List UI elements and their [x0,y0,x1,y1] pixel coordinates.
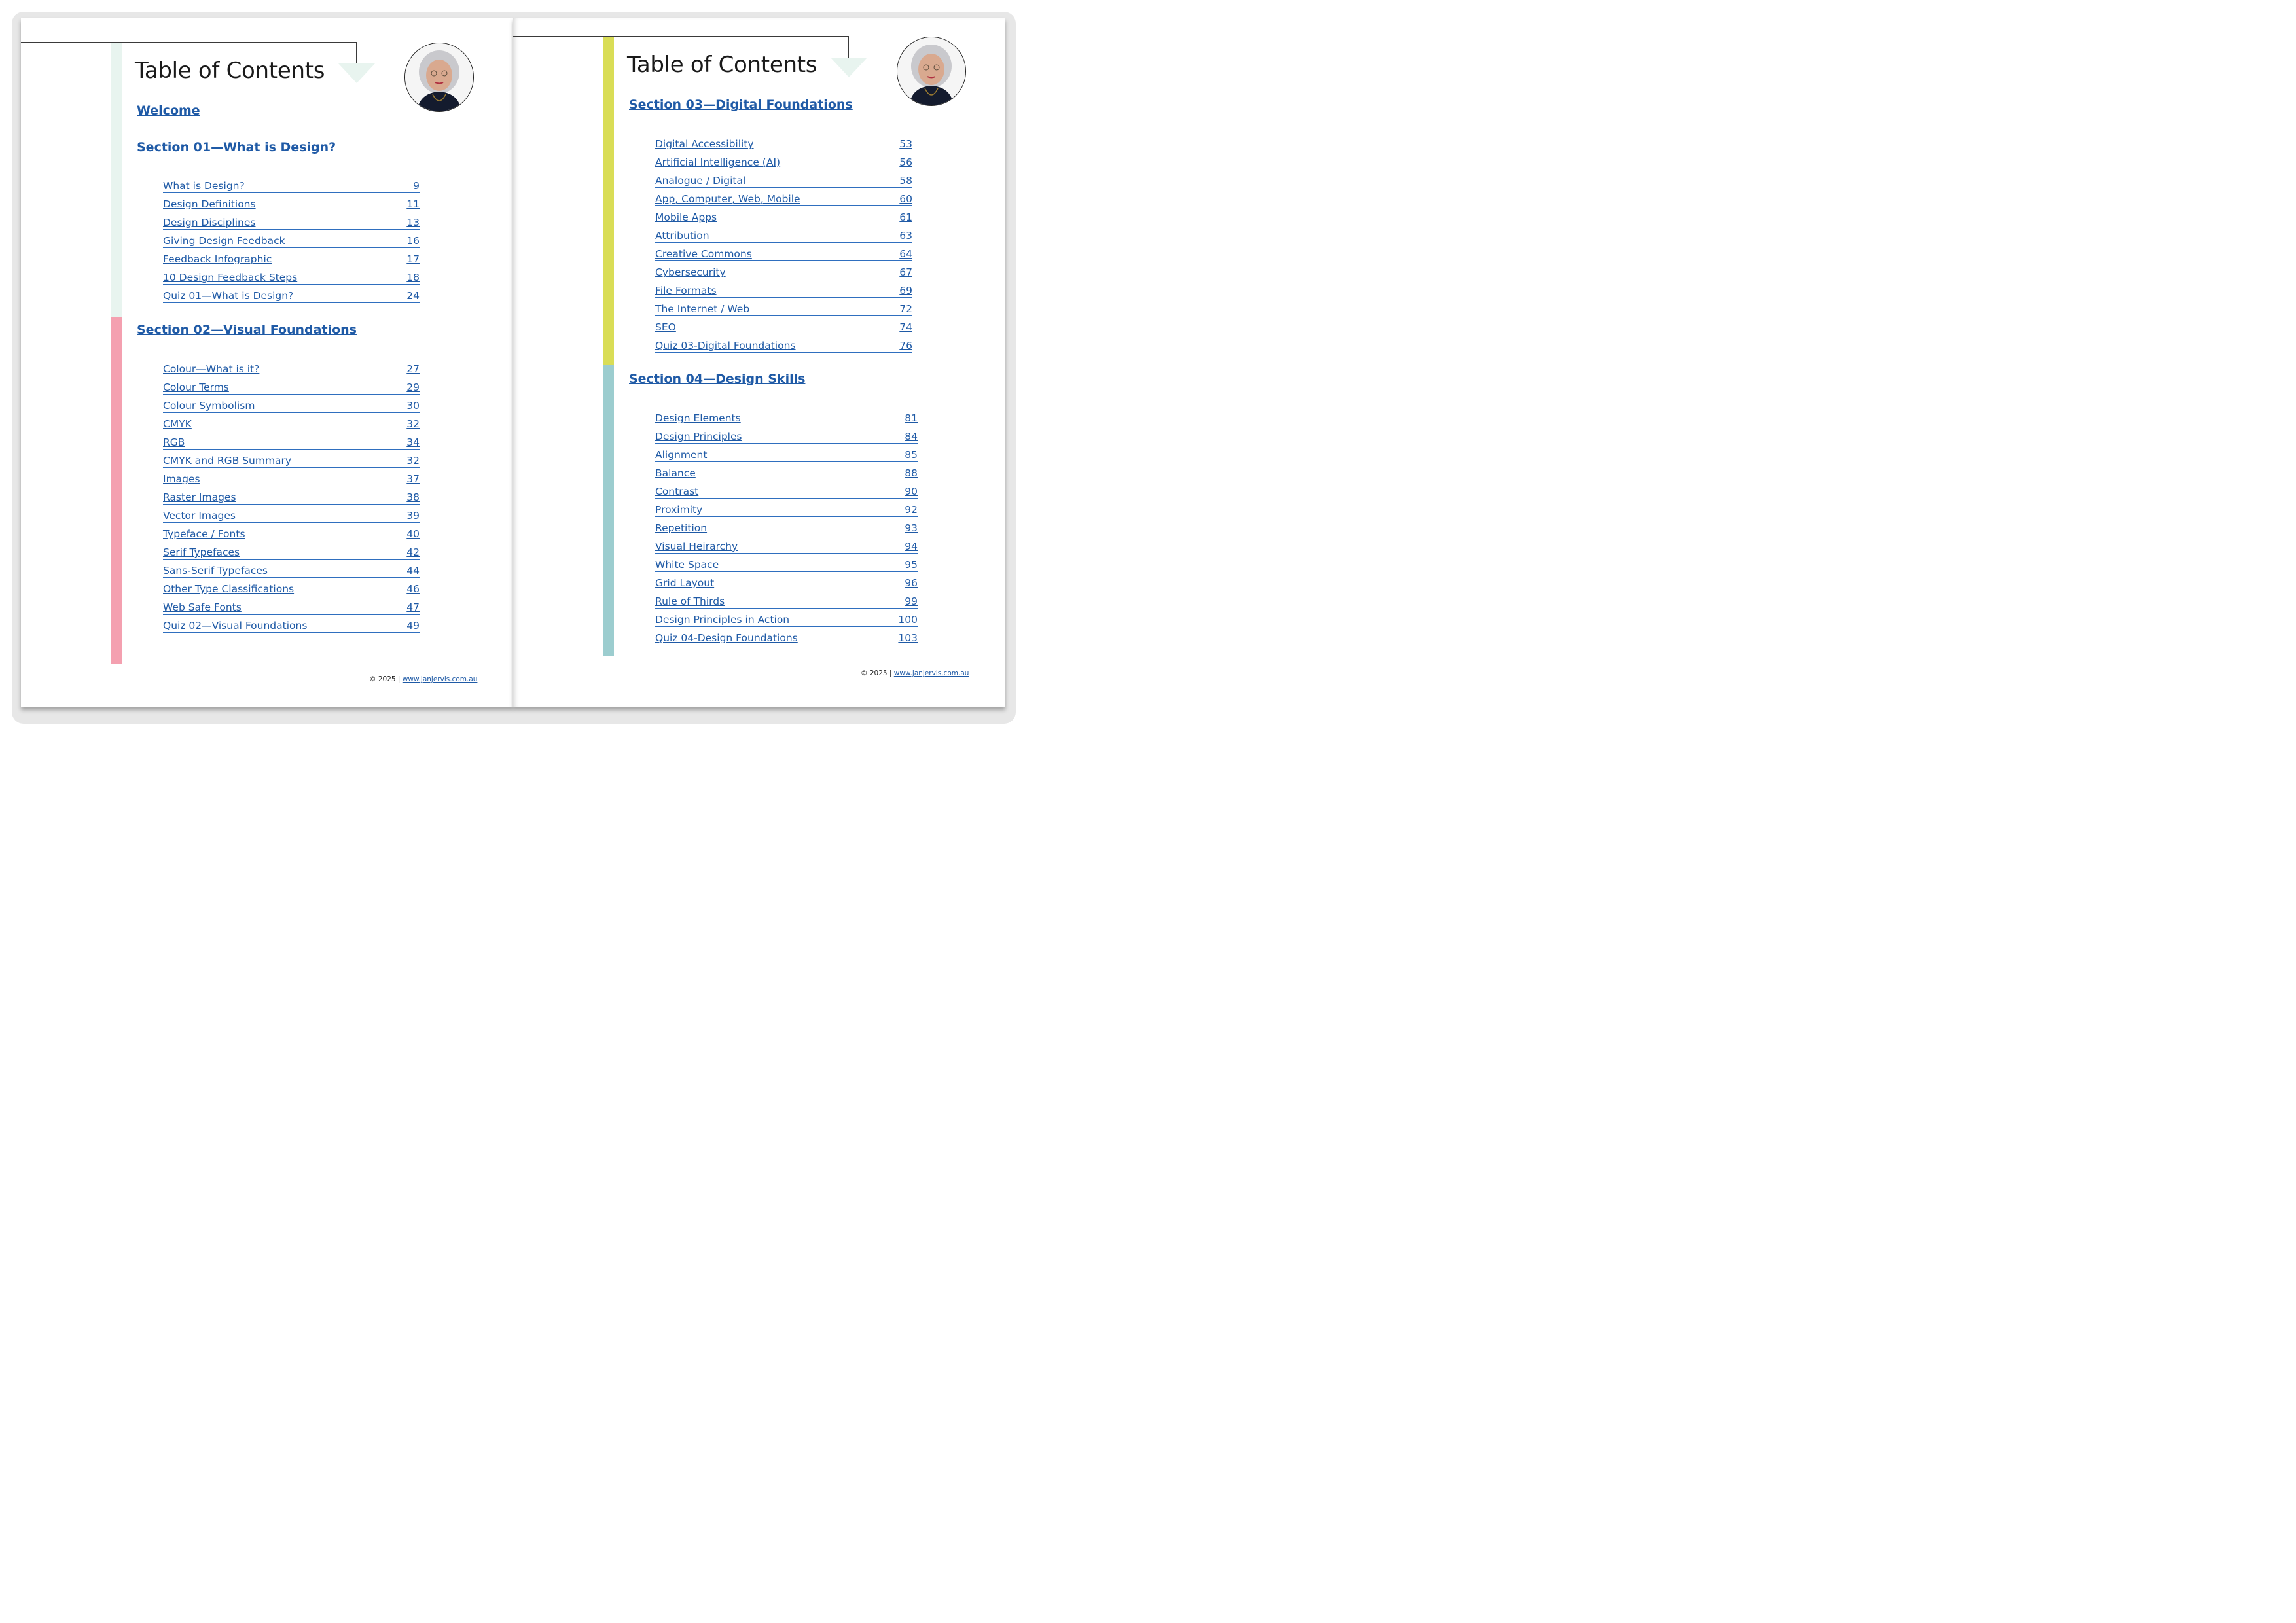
toc-entry[interactable] [655,537,918,554]
footer-copyright: © 2025 | [861,669,894,677]
toc-entry-label: CMYK [163,418,192,430]
toc-entry-page-number: 69 [899,285,912,296]
toc-entry[interactable] [655,464,918,480]
toc-entry-label: Grid Layout [655,577,715,589]
toc-entry-page-number: 103 [898,632,918,644]
toc-entry-label: What is Design? [163,180,245,192]
toc-entry-label: Analogue / Digital [655,175,746,187]
toc-entry[interactable] [655,519,918,535]
toc-entry[interactable] [655,318,912,334]
toc-entry-label: Vector Images [163,510,236,522]
toc-entry-page-number: 27 [406,363,420,375]
toc-entry[interactable] [163,232,420,248]
toc-entry-page-number: 24 [406,290,420,302]
toc-entry-page-number: 100 [898,614,918,626]
toc-entry-page-number: 72 [899,303,912,315]
toc-entry[interactable] [163,507,420,523]
toc-entry-label: The Internet / Web [655,303,750,315]
toc-entry-page-number: 61 [899,211,912,223]
toc-entry[interactable] [163,433,420,450]
header-rule-drop [848,36,849,58]
toc-entry-page-number: 37 [406,473,420,485]
section-04-color-bar [603,365,614,656]
section-01-heading[interactable]: Section 01—What is Design? [137,140,336,154]
toc-entry[interactable] [163,616,420,633]
toc-entry-page-number: 17 [406,253,420,265]
toc-entry-page-number: 92 [905,504,918,516]
toc-entry-label: Colour Terms [163,382,229,393]
page-title: Table of Contents [135,58,325,84]
toc-entry[interactable] [655,171,912,188]
triangle-marker [831,58,867,77]
toc-entry-page-number: 76 [899,340,912,351]
toc-entry[interactable] [655,226,912,243]
toc-entry-label: CMYK and RGB Summary [163,455,292,467]
toc-entry-label: Cybersecurity [655,266,726,278]
toc-entry-label: Quiz 01—What is Design? [163,290,294,302]
toc-entry[interactable] [655,208,912,224]
toc-entry[interactable] [163,470,420,486]
toc-entry-label: Sans-Serif Typefaces [163,565,268,577]
toc-entry-label: Attribution [655,230,709,241]
toc-entry-label: Repetition [655,522,708,534]
toc-entry[interactable] [655,427,918,444]
toc-entry-page-number: 44 [406,565,420,577]
welcome-link[interactable]: Welcome [137,103,200,118]
toc-entry-page-number: 46 [406,583,420,595]
toc-entry-page-number: 34 [406,437,420,448]
toc-entry[interactable] [163,177,420,193]
footer-copyright: © 2025 | [369,675,403,683]
toc-entry[interactable] [655,611,918,627]
toc-entry-label: Design Elements [655,412,741,424]
toc-entry-page-number: 94 [905,541,918,552]
section-03-color-bar [603,37,614,365]
toc-entry-page-number: 96 [905,577,918,589]
header-rule-drop [356,42,357,63]
portrait-image [405,43,473,111]
toc-entry[interactable] [163,195,420,211]
toc-entry[interactable] [163,250,420,266]
toc-entry-page-number: 99 [905,596,918,607]
toc-entry[interactable] [655,153,912,169]
toc-entry-label: Raster Images [163,491,236,503]
toc-entry[interactable] [655,592,918,609]
toc-entry-page-number: 56 [899,156,912,168]
toc-entry-label: Web Safe Fonts [163,601,242,613]
toc-entry[interactable] [163,213,420,230]
toc-entry-page-number: 32 [406,455,420,467]
toc-entry-label: Creative Commons [655,248,752,260]
toc-entry-label: Contrast [655,486,699,497]
toc-entry-label: Colour—What is it? [163,363,260,375]
toc-entry[interactable] [163,287,420,303]
section-03-heading[interactable]: Section 03—Digital Foundations [629,98,853,112]
toc-entry[interactable] [163,488,420,505]
toc-entry[interactable] [163,580,420,596]
toc-entry-label: Quiz 03-Digital Foundations [655,340,796,351]
toc-entry-label: Balance [655,467,696,479]
toc-entry-page-number: 53 [899,138,912,150]
toc-entry[interactable] [163,562,420,578]
toc-entry-page-number: 88 [905,467,918,479]
toc-entry-label: Artificial Intelligence (AI) [655,156,781,168]
page-title: Table of Contents [627,52,817,78]
toc-entry-page-number: 74 [899,321,912,333]
toc-entry[interactable] [655,281,912,298]
toc-entry-page-number: 16 [406,235,420,247]
right-page [513,18,1005,707]
toc-entry-page-number: 30 [406,400,420,412]
footer-website-link[interactable]: www.janjervis.com.au [893,669,969,677]
toc-entry-label: Design Principles [655,431,742,442]
section-01-color-bar [111,43,122,317]
toc-entry-page-number: 90 [905,486,918,497]
toc-entry-label: Quiz 02—Visual Foundations [163,620,308,632]
portrait-image [897,37,965,105]
toc-entry[interactable] [163,268,420,285]
left-page [21,18,513,707]
toc-entry-page-number: 11 [406,198,420,210]
toc-entry-page-number: 85 [905,449,918,461]
toc-entry-label: RGB [163,437,185,448]
toc-entry[interactable] [655,190,912,206]
toc-entry[interactable] [163,360,420,376]
toc-entry-label: App, Computer, Web, Mobile [655,193,800,205]
toc-entry-page-number: 81 [905,412,918,424]
toc-entry-label: File Formats [655,285,717,296]
toc-entry-label: Typeface / Fonts [163,528,245,540]
section-04-heading[interactable]: Section 04—Design Skills [629,372,806,386]
toc-entry-label: White Space [655,559,719,571]
toc-entry-page-number: 9 [413,180,420,192]
toc-entry[interactable] [655,482,918,499]
toc-entry-page-number: 39 [406,510,420,522]
toc-entry-page-number: 58 [899,175,912,187]
toc-entry-label: Design Principles in Action [655,614,790,626]
toc-entry-page-number: 38 [406,491,420,503]
toc-entry-label: Serif Typefaces [163,546,240,558]
toc-entry[interactable] [655,556,918,572]
toc-entry[interactable] [163,543,420,560]
header-rule [513,36,849,37]
toc-entry-page-number: 84 [905,431,918,442]
toc-entry-label: Mobile Apps [655,211,717,223]
author-avatar [404,43,474,112]
toc-entry-page-number: 64 [899,248,912,260]
toc-entry-page-number: 47 [406,601,420,613]
toc-entry-label: Digital Accessibility [655,138,754,150]
toc-entry[interactable] [163,598,420,615]
toc-entry-label: Alignment [655,449,708,461]
toc-entry[interactable] [655,245,912,261]
toc-entry-label: Design Disciplines [163,217,256,228]
toc-entry-page-number: 40 [406,528,420,540]
toc-entry-page-number: 29 [406,382,420,393]
toc-entry-label: Proximity [655,504,703,516]
toc-entry-page-number: 67 [899,266,912,278]
author-avatar [897,37,966,106]
toc-entry-page-number: 18 [406,272,420,283]
toc-entry[interactable] [655,336,912,353]
toc-entry-label: Giving Design Feedback [163,235,285,247]
toc-entry-label: Visual Heirarchy [655,541,738,552]
toc-entry[interactable] [655,629,918,645]
section-02-heading[interactable]: Section 02—Visual Foundations [137,323,357,337]
toc-entry[interactable] [163,452,420,468]
toc-entry-label: Rule of Thirds [655,596,725,607]
toc-entry-page-number: 32 [406,418,420,430]
toc-entry[interactable] [163,525,420,541]
toc-entry-page-number: 42 [406,546,420,558]
toc-entry-page-number: 13 [406,217,420,228]
toc-entry[interactable] [163,397,420,413]
toc-entry[interactable] [163,415,420,431]
footer [861,669,969,677]
toc-entry-page-number: 60 [899,193,912,205]
toc-entry[interactable] [655,446,918,462]
toc-entry-page-number: 49 [406,620,420,632]
toc-entry-label: Images [163,473,200,485]
toc-entry-label: 10 Design Feedback Steps [163,272,298,283]
header-rule [21,42,357,43]
toc-entry-label: SEO [655,321,676,333]
footer-website-link[interactable]: www.janjervis.com.au [402,675,478,683]
toc-entry-page-number: 93 [905,522,918,534]
toc-entry[interactable] [655,263,912,279]
toc-entry[interactable] [655,574,918,590]
toc-entry[interactable] [655,135,912,151]
toc-entry[interactable] [655,501,918,517]
toc-entry[interactable] [655,300,912,316]
toc-entry-label: Quiz 04-Design Foundations [655,632,798,644]
section-02-color-bar [111,317,122,664]
toc-entry-label: Other Type Classifications [163,583,295,595]
triangle-marker [338,63,375,83]
toc-entry-label: Colour Symbolism [163,400,255,412]
toc-entry-label: Feedback Infographic [163,253,272,265]
toc-entry-page-number: 95 [905,559,918,571]
toc-entry[interactable] [655,409,918,425]
footer [369,675,477,683]
toc-entry-label: Design Definitions [163,198,256,210]
toc-entry-page-number: 63 [899,230,912,241]
toc-entry[interactable] [163,378,420,395]
